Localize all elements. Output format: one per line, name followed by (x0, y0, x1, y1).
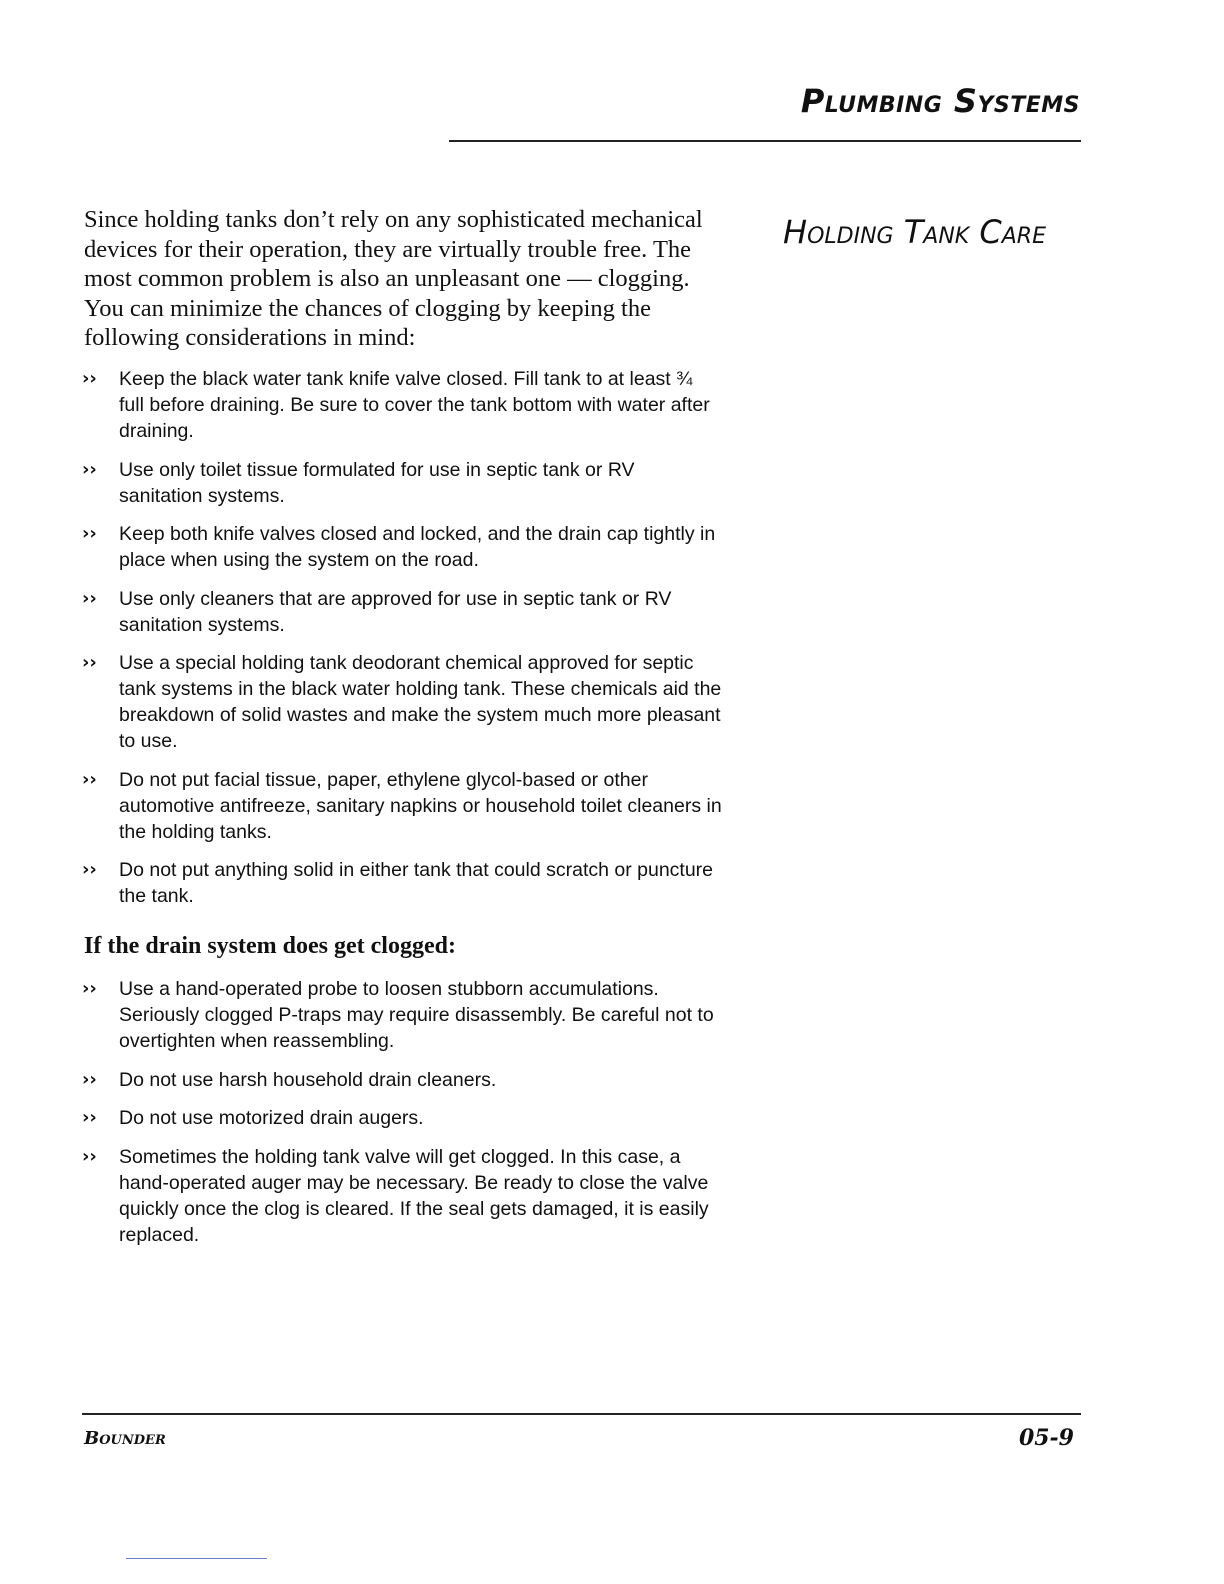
list-item (82, 1144, 722, 1248)
list-item-text: Do not put anything solid in either tank that could scratch or puncture the tank. (119, 859, 714, 907)
section-title: Holding Tank Care (783, 213, 1046, 251)
list-item-text: Do not use harsh household drain cleaners. (119, 1068, 497, 1091)
list-item-text: Do not use motorized drain augers. (119, 1107, 424, 1129)
bullet-chevron-icon: ›› (82, 652, 97, 673)
list-item-text: Keep both knife valves closed and locked, and the drain cap tightly in place when using the system on the road. (119, 523, 716, 571)
header-divider (449, 140, 1081, 142)
list-item (82, 521, 722, 573)
bullet-chevron-icon: ›› (82, 458, 97, 480)
list-item (82, 650, 722, 754)
bullet-chevron-icon: ›› (82, 768, 97, 790)
list-item (82, 1105, 722, 1131)
bullet-chevron-icon: ›› (82, 859, 97, 880)
list-item-text: Do not put facial tissue, paper, ethylene glycol-based or other automotive antifreeze, sanitary napkins or household toilet cleaners in the holding tanks. (119, 768, 722, 843)
list-item (82, 767, 722, 845)
bullet-chevron-icon: ›› (82, 523, 97, 544)
page-number: 05-9 (1018, 1425, 1074, 1451)
footer-divider (82, 1413, 1081, 1415)
bullet-chevron-icon: ›› (82, 1068, 97, 1090)
bullet-chevron-icon: ›› (82, 587, 97, 609)
footer-product-name: Bounder (84, 1428, 166, 1449)
list-item (82, 366, 722, 444)
list-item (82, 1067, 722, 1093)
list-item-text: Use a hand-operated probe to loosen stubborn accumulations. Seriously clogged P-traps may require disassembly. Be careful not to overtighten when reassembling. (119, 978, 714, 1052)
list-item (82, 857, 722, 909)
list-item (82, 976, 722, 1054)
list-item-text: Keep the black water tank knife valve closed. Fill tank to at least ¾ full before draining. Be sure to cover the tank bottom with water after draining. (119, 368, 710, 442)
chapter-title: Plumbing Systems (800, 82, 1080, 120)
considerations-list (82, 366, 722, 922)
clog-subheading: If the drain system does get clogged: (84, 933, 456, 959)
bullet-chevron-icon: ›› (82, 1145, 97, 1167)
bullet-chevron-icon: ›› (82, 978, 97, 999)
list-item-text: Use a special holding tank deodorant chemical approved for septic tank systems in the black water holding tank. These chemicals aid the breakdown of solid wastes and make the system much more pleasant to use. (119, 652, 722, 752)
scan-artifact-line (126, 1558, 267, 1559)
bullet-chevron-icon: ›› (82, 1107, 97, 1128)
intro-paragraph: Since holding tanks don’t rely on any sophisticated mechanical devices for their operation, they are virtually trouble free. The most common problem is also an unpleasant one — clogging. You can minimize the chances of clogging by keeping the following considerations in mind: (84, 206, 703, 351)
bullet-chevron-icon: ›› (82, 368, 97, 389)
clog-steps-list (82, 976, 722, 1260)
list-item (82, 457, 722, 509)
list-item-text: Use only toilet tissue formulated for use in septic tank or RV sanitation systems. (119, 458, 635, 507)
list-item-text: Use only cleaners that are approved for use in septic tank or RV sanitation systems. (119, 587, 672, 636)
list-item (82, 586, 722, 638)
list-item-text: Sometimes the holding tank valve will get clogged. In this case, a hand-operated auger may be necessary. Be ready to close the valve quickly once the clog is cleared. If the seal gets damaged, it is easily replaced. (119, 1145, 709, 1246)
